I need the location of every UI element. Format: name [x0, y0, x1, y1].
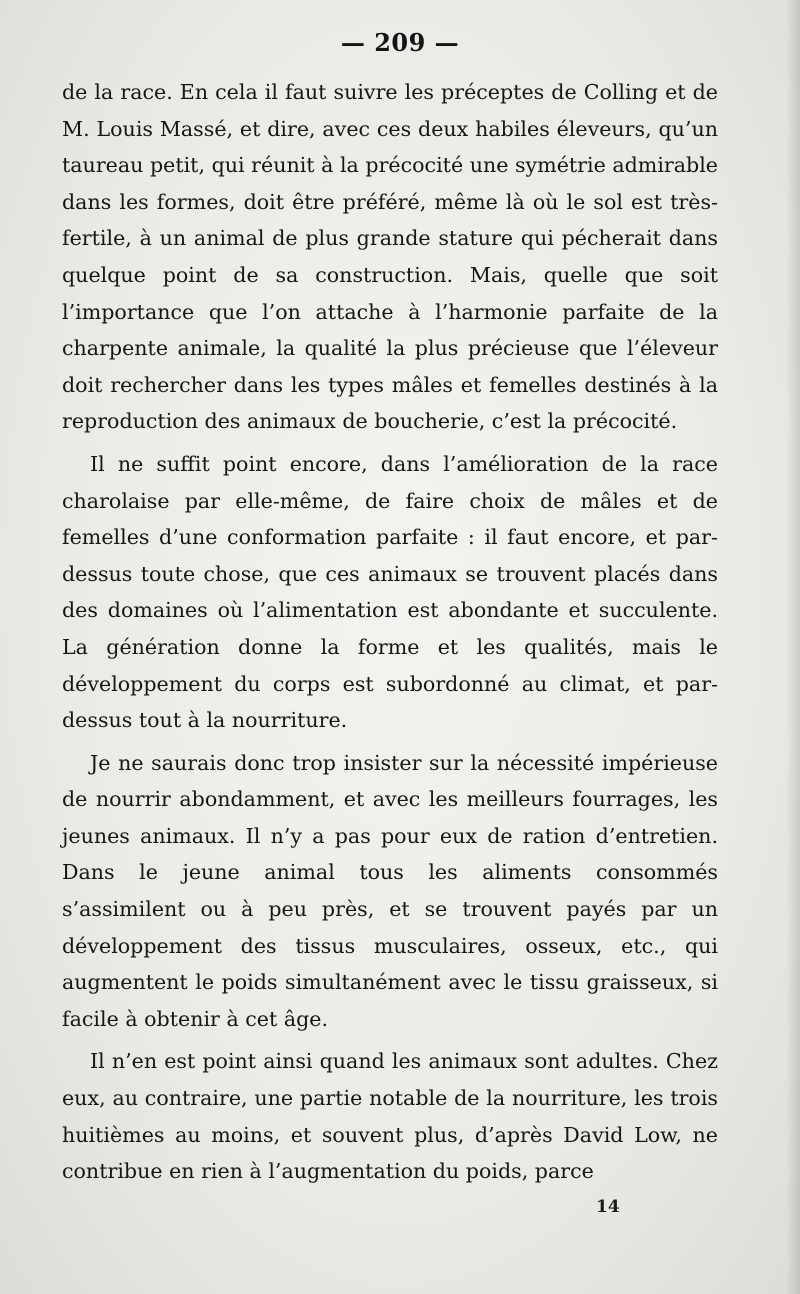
paragraph-1: de la race. En cela il faut suivre les préceptes de Colling et de M. Louis Massé, et dire, avec ces deux habiles éleveurs, qu’un taureau petit, qui réunit à la précocité une symétrie admirable dans les formes, doit être préféré, même là où le sol est très-fertile, à un animal de plus grande stature qui pécherait dans quelque point de sa construction. Mais, quelle que soit l’importance que l’on attache à l’harmonie parfaite de la charpente animale, la qualité la plus précieuse que l’éleveur doit rechercher dans les types mâles et femelles destinés à la reproduction des animaux de boucherie, c’est la précocité. [62, 80, 718, 434]
body-text [62, 74, 718, 1190]
paragraph-3: Je ne saurais donc trop insister sur la nécessité impérieuse de nourrir abondamment, et avec les meilleurs fourrages, les jeunes animaux. Il n’y a pas pour eux de ration d’entretien. Dans le jeune animal tous les aliments consommés s’assimilent ou à peu près, et se trouvent payés par un développement des tissus musculaires, osseux, etc., qui augmentent le poids simultanément avec le tissu graisseux, si facile à obtenir à cet âge. [62, 750, 718, 1031]
paragraph-2: Il ne suffit point encore, dans l’amélioration de la race charolaise par elle-même, de faire choix de mâles et de femelles d’une conformation parfaite : il faut encore, et par-dessus toute chose, que ces animaux se trouvent placés dans des domaines où l’alimentation est abondante et succulente. La génération donne la forme et les qualités, mais le développement du corps est subordonné au climat, et par-dessus tout à la nourriture. [62, 451, 718, 733]
paragraph-4: Il n’en est point ainsi quand les animaux sont adultes. Chez eux, au contraire, une partie notable de la nourriture, les trois huitièmes au moins, et souvent plus, d’après David Low, ne contribue en rien à l’augmentation du poids, parce [62, 1049, 718, 1184]
page-edge-shadow [786, 0, 800, 1294]
signature-mark: 14 [596, 1197, 620, 1217]
page-number: — 209 — [340, 28, 460, 57]
